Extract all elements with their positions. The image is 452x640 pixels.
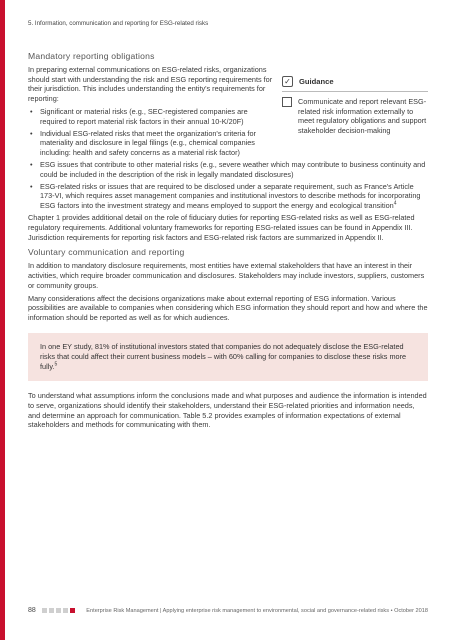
list-item: • Significant or material risks (e.g., SEC-registered companies are required to report material risk factors in their annual 10-K/20F) [40,107,274,127]
progress-square [49,608,54,613]
page-footer [28,607,428,614]
checkmark-icon: ✓ [282,76,293,87]
guidance-item-text: Communicate and report relevant ESG-related risk information externally to meet regulatory obligations and support stakeholder decision-making [298,97,427,135]
progress-square [63,608,68,613]
callout-text: In one EY study, 81% of institutional investors stated that companies do not adequately disclose the ESG-related risks that could affect their current business models – with 60% calling for companies to disclose these risks more fully. [40,341,407,371]
callout-box [28,333,428,381]
mandatory-intro: In preparing external communications on ESG-related risks, organizations should start with understanding the risk and ESG reporting requirements for their jurisdiction. This includes understanding the entity's requirements for reporting: [28,64,273,104]
bullet-list-left [28,107,274,158]
checkbox-icon [282,97,292,107]
guidance-box [282,76,428,135]
footnote-ref: 5 [54,361,58,368]
list-item: • Individual ESG-related risks that meet the organization's criteria for materiality and disclosure in legal filings (e.g., chemical companies including: health and safety concerns as a material risk factor) [40,129,274,158]
list-item: • ESG issues that contribute to other material risks (e.g., severe weather which may contribute to business continuity and could be included in the description of the risk in legally mandated disclosures) [40,160,428,180]
footnote-ref: 4 [393,200,397,207]
page-number: 88 [28,607,36,614]
footer-text: Enterprise Risk Management | Applying enterprise risk management to environmental, social and governance-related risks • October 2018 [86,607,428,614]
guidance-header [282,76,428,92]
voluntary-p1: In addition to mandatory disclosure requirements, most entities have external stakeholders that have an interest in their activities, which require broader communication and disclosures. Stakeholders may include investors, suppliers, customers or community groups. [28,261,425,290]
progress-square [42,608,47,613]
list-item [40,182,428,211]
left-column [28,52,274,158]
accent-bar [0,0,5,640]
progress-square-active [70,608,75,613]
voluntary-p3: To understand what assumptions inform the conclusions made and what purposes and audience the information is intended to serve, organizations should identify their stakeholders, understand their ESG-related priorities and information needs, and determine an approach for communication. Table 5.2 provides examples of information expectations of external stakeholders and methods for communicating with them. [28,390,427,430]
main-content [28,52,428,433]
guidance-item [282,97,428,135]
voluntary-heading: Voluntary communication and reporting [28,247,185,258]
list-item-text: ESG-related risks or issues that are required to be disclosed under a separate requirement, such as France's Article 173-VI, which requires asset management companies and institutional investors to describe methods for incorporating ESG factors into the investment strategy and means employed to support the energy and ecological transition [40,181,421,211]
bullet-list-full [28,160,428,211]
mandatory-section [28,52,428,242]
guidance-title: Guidance [299,76,334,86]
progress-square [56,608,61,613]
section-header: 5. Information, communication and reporting for ESG-related risks [28,20,209,27]
mandatory-heading: Mandatory reporting obligations [28,51,155,61]
voluntary-p2: Many considerations affect the decisions organizations make about external reporting of ESG information. Various possibilities are available to companies when considering which ESG information they should report and how and where the information should be reported as well as for which audiences. [28,293,428,323]
mandatory-after: Chapter 1 provides additional detail on the role of fiduciary duties for reporting ESG-related risks as well as ESG-related regulatory requirements. Additional voluntary frameworks for reporting ESG-related issues can be found in Appendix III. Jurisdiction requirements for reporting risk factors and ESG-related risk factors are summarized in Appendix II. [28,212,415,242]
